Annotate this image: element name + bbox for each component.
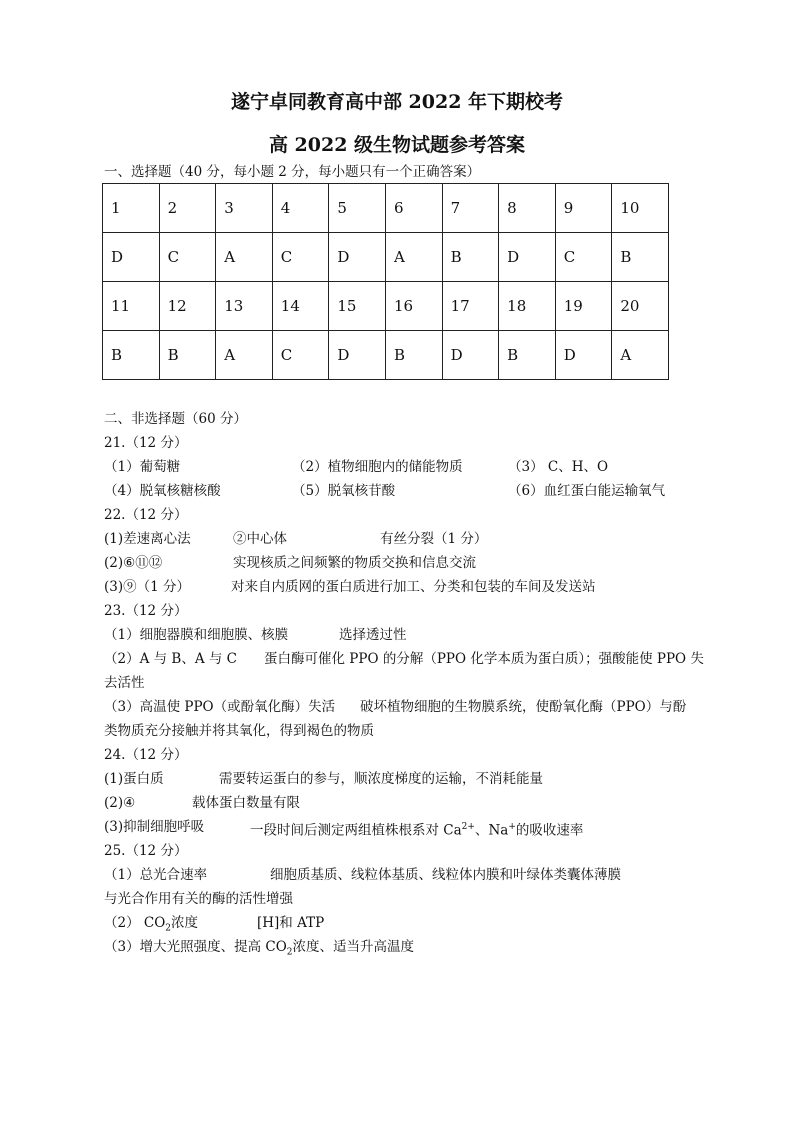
- q22-answer-2a: (2)⑥⑪⑫: [104, 555, 163, 571]
- document-title: 遂宁卓同教育高中部 2022 年下期校考: [230, 91, 564, 113]
- answer-table-cell: 7: [442, 184, 499, 233]
- answer-table-cell: 8: [499, 184, 556, 233]
- q25-answer-2a: （2） $CO_2$浓度: [104, 915, 199, 934]
- answer-table-cell: 6: [385, 184, 442, 233]
- answer-table-cell: A: [216, 331, 273, 380]
- answer-table-cell: 1: [103, 184, 160, 233]
- answer-table-cell: C: [555, 233, 612, 282]
- q23-answer-2b: 蛋白酶可催化 PPO 的分解（PPO 化学本质为蛋白质）；强酸能使 PPO 失: [264, 651, 704, 667]
- answer-table-cell: 4: [272, 184, 329, 233]
- q24-heading: 24.（12 分）: [104, 747, 188, 763]
- q23-heading: 23.（12 分）: [104, 603, 188, 619]
- answer-table-cell: D: [329, 331, 386, 380]
- q24-answer-3b: 一段时间后测定两组植株根系对 $Ca^{2+}$、Na+的吸收速率: [250, 822, 584, 839]
- answer-table-cell: A: [216, 233, 273, 282]
- answer-table-cell: 17: [442, 282, 499, 331]
- answer-table-cell: D: [555, 331, 612, 380]
- q24-answer-2a: (2)④: [104, 795, 136, 811]
- answer-table-cell: 18: [499, 282, 556, 331]
- answer-table-cell: 12: [159, 282, 216, 331]
- q25-answer-2b: [H]和 ATP: [257, 915, 325, 931]
- q23-line2-cont: 去活性: [104, 675, 145, 691]
- answer-table-cell: 19: [555, 282, 612, 331]
- q23-answer-3a: （3）高温使 PPO（或酚氧化酶）失活: [104, 699, 336, 715]
- answer-table-cell: 9: [555, 184, 612, 233]
- q21-answer-6: （6）血红蛋白能运输氧气: [508, 483, 666, 499]
- q25-line3: （3）增大光照强度、提高 $CO_2$浓度、适当升高温度: [104, 939, 415, 958]
- q24-answer-1a: (1)蛋白质: [104, 771, 164, 787]
- answer-table-cell: 15: [329, 282, 386, 331]
- answer-table-row: [103, 233, 669, 282]
- answer-table-cell: 2: [159, 184, 216, 233]
- q25-heading: 25.（12 分）: [104, 843, 188, 859]
- answer-table-cell: B: [499, 331, 556, 380]
- q21-heading: 21.（12 分）: [104, 435, 188, 451]
- answer-table: [102, 183, 669, 380]
- answer-table-cell: B: [159, 331, 216, 380]
- answer-table-cell: D: [442, 331, 499, 380]
- answer-table-cell: A: [385, 233, 442, 282]
- q22-answer-3a: (3)⑨（1 分）: [104, 579, 191, 595]
- q23-answer-1b: 选择透过性: [339, 627, 407, 643]
- q21-answer-2: （2）植物细胞内的储能物质: [292, 459, 463, 475]
- answer-table-cell: B: [442, 233, 499, 282]
- answer-table-cell: 16: [385, 282, 442, 331]
- answer-table-cell: 10: [612, 184, 669, 233]
- q25-answer-1b: 细胞质基质、线粒体基质、线粒体内膜和叶绿体类囊体薄膜: [270, 867, 621, 883]
- answer-table-cell: B: [103, 331, 160, 380]
- answer-table-cell: 3: [216, 184, 273, 233]
- q21-answer-1: （1）葡萄糖: [104, 459, 181, 475]
- answer-table-cell: 20: [612, 282, 669, 331]
- q23-answer-1a: （1）细胞器膜和细胞膜、核膜: [104, 627, 289, 643]
- section-choice-heading: 一、选择题（40 分，每小题 2 分，每小题只有一个正确答案）: [104, 164, 481, 180]
- answer-table-cell: B: [612, 233, 669, 282]
- q22-answer-1a: (1)差速离心法: [104, 531, 191, 547]
- q23-answer-2a: （2）A 与 B、A 与 C: [104, 651, 238, 667]
- q22-answer-1b: ②中心体: [233, 531, 287, 547]
- answer-table-cell: 13: [216, 282, 273, 331]
- q23-line3-cont: 类物质充分接触并将其氧化，得到褐色的物质: [104, 723, 374, 739]
- q25-answer-1a: （1）总光合速率: [104, 867, 208, 883]
- answer-table-cell: C: [272, 331, 329, 380]
- answer-table-row: [103, 282, 669, 331]
- answer-table-cell: A: [612, 331, 669, 380]
- q25-line1-cont: 与光合作用有关的酶的活性增强: [104, 891, 293, 907]
- q22-heading: 22.（12 分）: [104, 507, 188, 523]
- q24-answer-2b: 载体蛋白数量有限: [192, 795, 300, 811]
- answer-table-cell: D: [329, 233, 386, 282]
- q21-answer-5: （5）脱氧核苷酸: [292, 483, 396, 499]
- answer-table-cell: D: [103, 233, 160, 282]
- answer-table-cell: C: [272, 233, 329, 282]
- answer-table-cell: 5: [329, 184, 386, 233]
- answer-table-cell: D: [499, 233, 556, 282]
- q22-answer-2b: 实现核质之间频繁的物质交换和信息交流: [233, 555, 476, 571]
- q21-answer-4: （4）脱氧核糖核酸: [104, 483, 221, 499]
- q24-answer-3a: (3)抑制细胞呼吸: [104, 819, 205, 835]
- answer-table-cell: 14: [272, 282, 329, 331]
- answer-table-cell: C: [159, 233, 216, 282]
- q21-answer-3: （3） C、H、O: [508, 459, 609, 475]
- answer-table-row: [103, 331, 669, 380]
- document-subtitle: 高 2022 级生物试题参考答案: [268, 134, 526, 156]
- answer-table-cell: 11: [103, 282, 160, 331]
- q24-answer-1b: 需要转运蛋白的参与，顺浓度梯度的运输，不消耗能量: [219, 771, 543, 787]
- answer-table-cell: B: [385, 331, 442, 380]
- q22-answer-1c: 有丝分裂（1 分）: [380, 531, 488, 547]
- q23-answer-3b: 破坏植物细胞的生物膜系统，使酚氧化酶（PPO）与酚: [360, 699, 687, 715]
- section-nonchoice-heading: 二、非选择题（60 分）: [104, 411, 247, 427]
- q22-answer-3b: 对来自内质网的蛋白质进行加工、分类和包装的车间及发送站: [231, 579, 596, 595]
- answer-table-row: [103, 184, 669, 233]
